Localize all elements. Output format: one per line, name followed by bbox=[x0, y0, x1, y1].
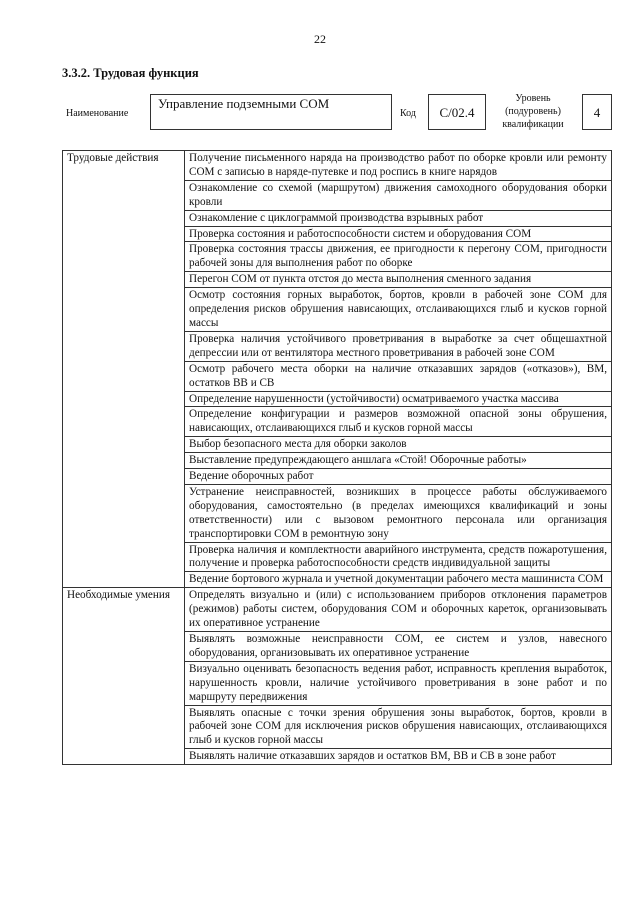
section-title: 3.3.2. Трудовая функция bbox=[62, 66, 199, 80]
labor-action-item: Проверка наличия устойчивого проветривания в выработке за счет общешахтной депрессии или от вентилятора местного проветривания в рабочей зоне СОМ bbox=[185, 331, 612, 361]
table-row bbox=[63, 588, 612, 632]
required-skill-item: Визуально оценивать безопасность ведения работ, исправность крепления выработок, нарушенность кровли, наличие устойчивого проветривания в зоне работ и по маршруту передвижения bbox=[185, 661, 612, 705]
labor-action-item: Осмотр рабочего места оборки на наличие отказавших зарядов («отказов»), ВМ, остатков ВВ и СВ bbox=[185, 361, 612, 391]
function-table bbox=[62, 150, 612, 765]
required-skill-label: Необходимые умения bbox=[63, 588, 185, 765]
level-value: 4 bbox=[582, 94, 612, 130]
code-label: Код bbox=[400, 108, 416, 119]
labor-action-item: Ознакомление со схемой (маршрутом) движения самоходного оборудования оборки кровли bbox=[185, 180, 612, 210]
name-label: Наименование bbox=[66, 108, 129, 119]
labor-action-item: Ознакомление с циклограммой производства взрывных работ bbox=[185, 210, 612, 226]
labor-action-item: Устранение неисправностей, возникших в процессе работы обслуживаемого оборудования, самостоятельно (в пределах имеющихся квалификаций и зоны ответственности) или с вызовом ремонтного персонала или организация транспортировки СОМ в ремонтную зону bbox=[185, 484, 612, 542]
labor-action-label: Трудовые действия bbox=[63, 151, 185, 588]
level-label-line: Уровень bbox=[515, 93, 551, 104]
level-label-line: квалификации bbox=[502, 119, 564, 130]
labor-action-item: Осмотр состояния горных выработок, бортов, кровли в рабочей зоне СОМ для определения рисков обрушения нависающих, отслаивающихся глыб и кусков горной массы bbox=[185, 288, 612, 332]
function-header bbox=[62, 94, 614, 134]
name-value: Управление подземными СОМ bbox=[150, 94, 392, 130]
labor-action-item: Ведение оборочных работ bbox=[185, 469, 612, 485]
labor-action-item: Определение нарушенности (устойчивости) осматриваемого участка массива bbox=[185, 391, 612, 407]
function-table-body bbox=[63, 151, 612, 765]
required-skill-item: Определять визуально и (или) с использованием приборов отклонения параметров (режимов) работы систем, оборудования СОМ и оборочных кареток, организовывать их оперативное устранение bbox=[185, 588, 612, 632]
labor-action-item: Выставление предупреждающего аншлага «Стой! Оборочные работы» bbox=[185, 453, 612, 469]
labor-action-item: Получение письменного наряда на производство работ по оборке кровли или ремонту СОМ с записью в наряде-путевке и под роспись в книге нарядов bbox=[185, 151, 612, 181]
required-skill-item: Выявлять возможные неисправности СОМ, ее систем и узлов, навесного оборудования, организовывать их оперативное устранение bbox=[185, 632, 612, 662]
required-skill-item: Выявлять наличие отказавших зарядов и остатков ВМ, ВВ и СВ в зоне работ bbox=[185, 749, 612, 765]
labor-action-item: Ведение бортового журнала и учетной документации рабочего места машиниста СОМ bbox=[185, 572, 612, 588]
required-skill-item: Выявлять опасные с точки зрения обрушения зоны выработок, бортов, кровли в рабочей зоне СОМ для исключения рисков обрушения нависающих, отслаивающихся глыб и кусков горной массы bbox=[185, 705, 612, 749]
labor-action-item: Определение конфигурации и размеров возможной опасной зоны обрушения, нависающих, отслаивающихся глыб и кусков горной массы bbox=[185, 407, 612, 437]
code-value: С/02.4 bbox=[428, 94, 486, 130]
level-label-line: (подуровень) bbox=[505, 106, 561, 117]
labor-action-item: Перегон СОМ от пункта отстоя до места выполнения сменного задания bbox=[185, 272, 612, 288]
labor-action-item: Проверка наличия и комплектности аварийного инструмента, средств пожаротушения, получение и проверка работоспособности средств индивидуальной защиты bbox=[185, 542, 612, 572]
table-row bbox=[63, 151, 612, 181]
labor-action-item: Проверка состояния трассы движения, ее пригодности к перегону СОМ, пригодности рабочей зоны для выполнения работ по оборке bbox=[185, 242, 612, 272]
page-number: 22 bbox=[314, 32, 326, 46]
labor-action-item: Выбор безопасного места для оборки заколов bbox=[185, 437, 612, 453]
level-label bbox=[490, 92, 576, 131]
labor-action-item: Проверка состояния и работоспособности систем и оборудования СОМ bbox=[185, 226, 612, 242]
